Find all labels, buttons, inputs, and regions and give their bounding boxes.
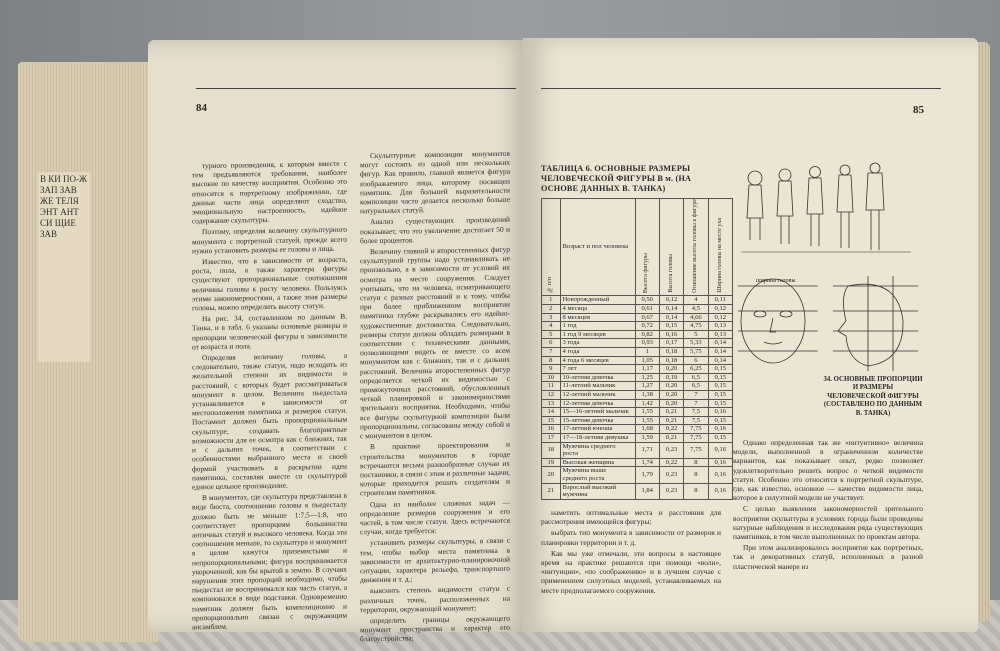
table-cell: 15 bbox=[542, 416, 561, 425]
paragraph: Как мы уже отмечали, эти вопросы в настоящее время на практике решаются при помощи «воли», «интуиции», «по соображению» и в лучшем случае с применением силуэтных моделей, устанавливаемых на месте предполагаемого сооружения. bbox=[541, 548, 721, 595]
paragraph: определить границы окружающего монумент пространства и характер его благоустройства; bbox=[360, 613, 510, 644]
table-cell: 0,18 bbox=[659, 348, 683, 357]
table-cell: 5 bbox=[542, 330, 561, 339]
table-cell: 0,17 bbox=[659, 339, 683, 348]
paragraph: Анализ существующих произведений показывает, что это увеличение достигает 50 и более процентов. bbox=[360, 215, 510, 246]
table-cell: 1,05 bbox=[635, 356, 659, 365]
table-cell: 16 bbox=[542, 425, 561, 434]
table-cell: 0,72 bbox=[635, 322, 659, 331]
table-cell: 7,75 bbox=[684, 433, 708, 442]
table-cell: 1,79 bbox=[635, 467, 659, 483]
table-cell: 17 bbox=[542, 433, 561, 442]
table-row bbox=[542, 382, 733, 391]
table-cell: 8 месяцев bbox=[560, 313, 635, 322]
table-cell: 0,14 bbox=[708, 348, 732, 357]
table-cell: 1,38 bbox=[635, 391, 659, 400]
table-cell: 1,25 bbox=[635, 373, 659, 382]
table-cell: 10-летняя девочка bbox=[560, 373, 635, 382]
table-cell: 4,75 bbox=[684, 322, 708, 331]
table-cell: 1 bbox=[635, 348, 659, 357]
table-cell: 0,15 bbox=[708, 399, 732, 408]
table-cell: 11 bbox=[542, 382, 561, 391]
paragraph: Известно, что в зависимости от возраста, роста, пола, а также характера фигуры существуют пропорциональные соотношения величины головы к росту человека. Пользуясь этими закономерностями, а также зная размеры головы, можно определить высоту статуи. bbox=[192, 254, 347, 313]
paragraph: установить размеры скульптуры, в связи с тем, чтобы выбор места памятника в зависимости от архитектурно-планировочной ситуации, характера рельефа, транспортного движения и т. д.; bbox=[360, 536, 510, 585]
table-cell: 1,71 bbox=[635, 442, 659, 458]
table-cell: 0,19 bbox=[659, 373, 683, 382]
table-cell: Мужчина среднего роста bbox=[560, 442, 635, 458]
table-cell: 0,21 bbox=[659, 416, 683, 425]
table-cell: 8 bbox=[684, 458, 708, 467]
table-row bbox=[542, 416, 733, 425]
table-cell: 1,84 bbox=[635, 483, 659, 499]
table-cell: 1 год bbox=[560, 322, 635, 331]
table-cell: 0,16 bbox=[708, 483, 732, 499]
table-cell: 1,55 bbox=[635, 416, 659, 425]
head-proportion-diagrams bbox=[728, 266, 923, 376]
table-cell: 0,61 bbox=[635, 305, 659, 314]
table-cell: 1,27 bbox=[635, 382, 659, 391]
column-header: Высота фигуры bbox=[635, 199, 659, 296]
table-cell: 0,22 bbox=[659, 425, 683, 434]
paragraph: На рис. 34, составленном по данным В. Танка, и в табл. 6 указаны основные размеры и пропорции человеческой фигуры в зависимости от возраста и пола. bbox=[192, 311, 347, 352]
underlying-page-fragment: В КИ ПО-Ж ЗАП ЗАВ ЖЕ ТЕЛЯ ЭНТ АНТ СИ ЩИЕ ЗАВ bbox=[38, 172, 90, 362]
table-cell: 0,13 bbox=[708, 322, 732, 331]
paragraph: Однако определенная так же «интуитивно» величина модели, выполненной в ограниченном количестве вариантов, как показывает опыт, редко позволяет удовлетворительно решить вопрос о четкой видимости статуи. Особенно это относится к портретной скульптуре, где, как известно, основное — качество видимости лица, которое в силуэтной модели не участвует. bbox=[733, 438, 923, 503]
paragraph: турного произведения, к которым вместе с тем предъявляются требования, наиболее высокие по качеству восприятия. Особенно это относится к портретному изображению, где данные части лица определяют сходство, эмоциональную настроенность, идейное содержание скульптуры. bbox=[192, 158, 347, 226]
table-cell: 14 bbox=[542, 408, 561, 417]
table-cell: 2 bbox=[542, 305, 561, 314]
table-cell: 19 bbox=[542, 458, 561, 467]
table-cell: 7 bbox=[684, 391, 708, 400]
table-cell: 7,75 bbox=[684, 425, 708, 434]
table-cell: 4 bbox=[542, 322, 561, 331]
table-cell: 0,21 bbox=[659, 408, 683, 417]
table-cell: 11-летний мальчик bbox=[560, 382, 635, 391]
table-cell: 9 bbox=[542, 365, 561, 374]
left-page bbox=[148, 40, 533, 644]
paragraph: Определяя величину головы, а следовательно, также статуи, надо исходить из желательной степени их видимости и расстояний, с которых будет рассматриваться монумент в целом. Величина пьедестала устанавливается в зависимости от местоположения памятника и размеров статуи. Постамент должен быть пропорциональным скульптуре, создавать благоприятные возможности для ее осмотра как с ближних, так и с дальних точек, в соответствии с особенностями выбранного места и своей формой участвовать в раскрытии идеи памятника, составляя вместе со скульптурой единое цельное произведение. bbox=[192, 350, 347, 492]
table-cell: 8 bbox=[684, 467, 708, 483]
table-cell: 4 года bbox=[560, 348, 635, 357]
table-row bbox=[542, 391, 733, 400]
right-page bbox=[523, 38, 978, 632]
table-cell: 1,68 bbox=[635, 425, 659, 434]
table-cell: 3 года bbox=[560, 339, 635, 348]
table-cell: 0,12 bbox=[708, 313, 732, 322]
paragraph: Скульптурные композиции монументов могут состоять из одной или нескольких фигур. Как правило, главной является фигура изображаемого лица, которому посвящен памятник. Для большей выразительности композиции часто делается несколько больше натуральных статуй. bbox=[360, 148, 510, 216]
table-cell: 0,15 bbox=[708, 433, 732, 442]
paragraph: наметить оптимальные места и расстояния для рассмотрения имеющейся фигуры; bbox=[541, 508, 721, 527]
table-row bbox=[542, 467, 733, 483]
table-cell: 13 bbox=[542, 399, 561, 408]
column-header: Высота головы bbox=[659, 199, 683, 296]
table-cell: 0,14 bbox=[659, 305, 683, 314]
table-cell: 0,23 bbox=[659, 442, 683, 458]
table-cell: 3 bbox=[542, 313, 561, 322]
table-cell: 10 bbox=[542, 373, 561, 382]
table-cell: 7,75 bbox=[684, 442, 708, 458]
table-row bbox=[542, 408, 733, 417]
table-cell: 0,16 bbox=[659, 330, 683, 339]
table-cell: 6,25 bbox=[684, 365, 708, 374]
left-column-1 bbox=[192, 158, 347, 632]
table-cell: 4,5 bbox=[684, 305, 708, 314]
table-cell: 7 bbox=[542, 348, 561, 357]
column-header: Возраст и пол человека bbox=[560, 199, 635, 296]
table-cell: 0,16 bbox=[708, 425, 732, 434]
right-column-2 bbox=[733, 438, 923, 618]
table-cell: 0,11 bbox=[708, 296, 732, 305]
table-cell: 0,16 bbox=[708, 442, 732, 458]
table-cell: 0,15 bbox=[708, 382, 732, 391]
table-cell: 0,14 bbox=[708, 356, 732, 365]
open-book bbox=[18, 22, 990, 644]
table-cell: 5,33 bbox=[684, 339, 708, 348]
table-row bbox=[542, 483, 733, 499]
table-cell: 0,14 bbox=[659, 313, 683, 322]
table-cell: 5,75 bbox=[684, 348, 708, 357]
table-cell: 0,16 bbox=[708, 408, 732, 417]
paragraph: выяснить степень видимости статуи с различных точек, расположенных на территории, окружающей монумент; bbox=[360, 584, 510, 615]
header-rule bbox=[541, 88, 941, 89]
table-cell: 6,5 bbox=[684, 373, 708, 382]
table-cell: Высокая женщина bbox=[560, 458, 635, 467]
table-row bbox=[542, 348, 733, 357]
table-cell: 0,16 bbox=[708, 458, 732, 467]
table-cell: 12-летний мальчик bbox=[560, 391, 635, 400]
table-row bbox=[542, 330, 733, 339]
table-cell: Мужчина выше среднего роста bbox=[560, 467, 635, 483]
paragraph: В монументах, где скульптура представлена в виде бюста, соотношение головы к пьедесталу должно быть не меньше 1:7,5—1:8, что соответствует пропорциям большинства античных статуй и высокого человека. Когда эти соотношения меньше, то скульптура и монумент в целом кажутся приземистыми и непропорциональными; фигура воспринимается укороченной, как бы врытой в землю. В случаях нарушения этих пропорций необходимо, чтобы пьедестал не воспринимался как часть статуи, а компоновался в виде подставки. Одновременно памятник должен быть композиционно и пропорционально связан с окружающим ансамблем. bbox=[192, 490, 347, 632]
table-row bbox=[542, 373, 733, 382]
table-cell: 1 год 9 месяцев bbox=[560, 330, 635, 339]
table-cell: Взрослый высокий мужчина bbox=[560, 483, 635, 499]
table-cell: 0,20 bbox=[659, 399, 683, 408]
column-header: Отношение высоты головы к фигуре bbox=[684, 199, 708, 296]
table-cell: 8 bbox=[684, 483, 708, 499]
table-row bbox=[542, 399, 733, 408]
paragraph: В практике проектирования и строительства монументов в городе встречаются весьма разнообразные случаи их постановки, в связи с этим и различные задачи, которые приходится решать создателям и строителям памятников. bbox=[360, 439, 510, 498]
table-row bbox=[542, 433, 733, 442]
sizes-table bbox=[541, 198, 733, 500]
table-cell: 0,23 bbox=[659, 467, 683, 483]
table-row bbox=[542, 458, 733, 467]
table-cell: 7 лет bbox=[560, 365, 635, 374]
table-cell: 4 года 6 месяцев bbox=[560, 356, 635, 365]
table-row bbox=[542, 365, 733, 374]
table-cell: 0,67 bbox=[635, 313, 659, 322]
table-cell: 0,18 bbox=[659, 356, 683, 365]
table-cell: 0,93 bbox=[635, 339, 659, 348]
table-cell: 0,21 bbox=[659, 433, 683, 442]
table-row bbox=[542, 313, 733, 322]
table-cell: 5 bbox=[684, 330, 708, 339]
table-title: ТАБЛИЦА 6. ОСНОВНЫЕ РАЗМЕРЫ ЧЕЛОВЕЧЕСКОЙ ФИГУРЫ В м. (НА ОСНОВЕ ДАННЫХ В. ТАНКА) bbox=[541, 164, 692, 193]
table-cell: 1,55 bbox=[635, 408, 659, 417]
table-cell: 12 bbox=[542, 391, 561, 400]
table-cell: 18 bbox=[542, 442, 561, 458]
table-cell: 0,15 bbox=[659, 322, 683, 331]
right-column-1 bbox=[541, 508, 721, 618]
table-cell: 0,15 bbox=[708, 373, 732, 382]
table-cell: 17—18-летняя девушка bbox=[560, 433, 635, 442]
table-cell: 0,20 bbox=[659, 382, 683, 391]
table-cell: 0,20 bbox=[659, 391, 683, 400]
figure-silhouettes bbox=[741, 158, 911, 258]
table-cell: 4 месяца bbox=[560, 305, 635, 314]
table-cell: 0,23 bbox=[659, 483, 683, 499]
table-cell: 8 bbox=[542, 356, 561, 365]
table-cell: Новорожденный bbox=[560, 296, 635, 305]
table-row bbox=[542, 296, 733, 305]
table-row bbox=[542, 339, 733, 348]
table-row bbox=[542, 322, 733, 331]
table-cell: 0,13 bbox=[708, 330, 732, 339]
table-cell: 6 bbox=[542, 339, 561, 348]
table-row bbox=[542, 425, 733, 434]
left-column-2 bbox=[360, 148, 510, 644]
table-cell: 15-летняя девочка bbox=[560, 416, 635, 425]
table-body bbox=[542, 296, 733, 499]
figure-caption: 34. ОСНОВНЫЕ ПРОПОРЦИИ И РАЗМЕРЫ ЧЕЛОВЕЧЕСКОЙ ФИГУРЫ (СОСТАВЛЕНО ПО ДАННЫМ В. ТАНКА) bbox=[823, 376, 923, 417]
table-cell: 1,17 bbox=[635, 365, 659, 374]
table-cell: 0,22 bbox=[659, 458, 683, 467]
table-cell: 20 bbox=[542, 467, 561, 483]
paragraph: При этом анализировалось восприятие как портретных, так и декоративных статуй, исполненных в разной пластической манере из bbox=[733, 543, 923, 571]
table-cell: 0,50 bbox=[635, 296, 659, 305]
table-row bbox=[542, 356, 733, 365]
table-cell: 0,15 bbox=[708, 416, 732, 425]
column-header: Ширина головы на месте уха bbox=[708, 199, 732, 296]
paragraph: выбрать тип монумента в зависимости от размеров и планировки территории и т. д. bbox=[541, 528, 721, 547]
table-cell: 0,12 bbox=[708, 305, 732, 314]
page-number-right: 85 bbox=[913, 104, 924, 116]
table-cell: 7,5 bbox=[684, 416, 708, 425]
table-cell: 12-летняя девочка bbox=[560, 399, 635, 408]
column-header: № п/п bbox=[542, 199, 561, 296]
table-cell: 0,15 bbox=[708, 391, 732, 400]
table-cell: 1,74 bbox=[635, 458, 659, 467]
table-cell: 0,82 bbox=[635, 330, 659, 339]
paragraph: Поэтому, определяя величину скульптурного монумента с портретной статуей, прежде всего нужно установить размеры ее головы и лица. bbox=[192, 225, 347, 256]
table-cell: 4,66 bbox=[684, 313, 708, 322]
paragraph: С целью выявления закономерностей зрительного восприятия скульптуры в условиях города были проведены натурные наблюдения и исследования ряда существующих памятников, в том числе выполненных по проектам автора. bbox=[733, 504, 923, 542]
table-cell: 0,14 bbox=[708, 339, 732, 348]
table-row bbox=[542, 442, 733, 458]
header-rule bbox=[196, 88, 516, 89]
table-cell: 0,16 bbox=[708, 467, 732, 483]
table-cell: 4 bbox=[684, 296, 708, 305]
paragraph: Величину главной и второстепенных фигур скульптурной группы надо устанавливать не произвольно, а в зависимости от условий их осмотра на месте сооружения. Следует учитывать, что на человека, осматривающего статуи с разных расстояний и к тому, чтобы при более приближенном восприятии памятника глубже раскрывались его идейно-художественные достоинства. Следовательно, размеры статуи должна обладать размерами в соответствии с техническими данными, позволяющими видеть ее вместе со всем монументом как с ближних, так и с дальних расстояний. Величина второстепенных фигур определяется четкой их видимостью с промежуточных расстояний, обусловленных четкой планировкой и закономерностями зрительного восприятия. Необходимо, чтобы все фигуры скульптурной композиции были пропорциональны, согласованы между собой и с монументом в целом. bbox=[360, 244, 510, 441]
table-cell: 0,20 bbox=[659, 365, 683, 374]
table-header-row bbox=[542, 199, 733, 296]
table-cell: 0,12 bbox=[659, 296, 683, 305]
table-cell: 1,59 bbox=[635, 433, 659, 442]
table-cell: 17-летний юноша bbox=[560, 425, 635, 434]
table-cell: 6,5 bbox=[684, 382, 708, 391]
table-cell: 6 bbox=[684, 356, 708, 365]
table-cell: 7 bbox=[684, 399, 708, 408]
table-cell: 7,5 bbox=[684, 408, 708, 417]
table-cell: 0,15 bbox=[708, 365, 732, 374]
table-cell: 15—16-летний мальчик bbox=[560, 408, 635, 417]
head-width-label: ширина головы bbox=[756, 278, 796, 284]
page-number-left: 84 bbox=[196, 102, 207, 114]
table-cell: 1 bbox=[542, 296, 561, 305]
paragraph: Одна из наиболее сложных задач — определение размеров сооружения и его частей, в том числе статуи. Здесь встречаются случаи, когда требуется: bbox=[360, 497, 510, 537]
table-cell: 21 bbox=[542, 483, 561, 499]
table-cell: 1,42 bbox=[635, 399, 659, 408]
table-row bbox=[542, 305, 733, 314]
